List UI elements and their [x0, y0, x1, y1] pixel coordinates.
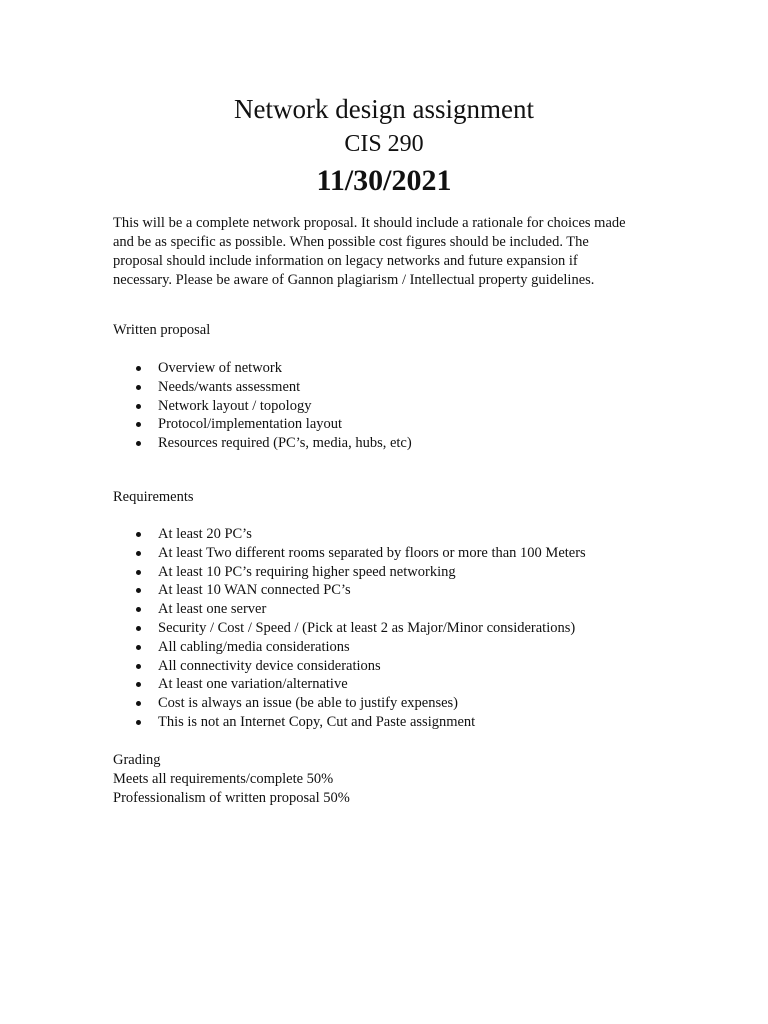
list-item-text: Network layout / topology	[158, 397, 312, 414]
list-item-text: At least 10 PC’s requiring higher speed networking	[158, 563, 456, 580]
list-item	[113, 675, 586, 694]
list-item	[113, 525, 586, 544]
bullet-icon	[136, 645, 141, 650]
list-item-text: Protocol/implementation layout	[158, 416, 343, 433]
bullet-icon	[136, 551, 141, 556]
list-item-text: At least 10 WAN connected PC’s	[158, 582, 351, 599]
list-item	[113, 378, 412, 397]
list-item-text: At least 20 PC’s	[158, 526, 252, 542]
due-date: 11/30/2021	[316, 164, 452, 197]
list-item-text: This is not an Internet Copy, Cut and Paste assignment	[158, 713, 476, 730]
written-proposal-heading: Written proposal	[113, 322, 211, 338]
bullet-icon	[136, 720, 141, 725]
list-item	[113, 713, 586, 732]
intro-line: proposal should include information on legacy networks and future expansion if	[113, 253, 578, 269]
bullet-icon	[136, 701, 141, 706]
bullet-icon	[136, 385, 141, 390]
list-item	[113, 619, 586, 638]
intro-line: and be as specific as possible. When possible cost figures should be included. The	[113, 234, 589, 250]
requirements-list	[113, 525, 586, 732]
list-item-text: Needs/wants assessment	[158, 378, 301, 395]
list-item-text: Security / Cost / Speed / (Pick at least 2 as Major/Minor considerations)	[158, 619, 576, 636]
list-item-text: At least one server	[158, 601, 267, 618]
document-title: Network design assignment	[234, 94, 534, 124]
grading-section	[113, 751, 350, 808]
bullet-icon	[136, 588, 141, 593]
list-item	[113, 544, 586, 563]
written-proposal-list	[113, 359, 412, 453]
list-item	[113, 397, 412, 416]
list-item	[113, 434, 412, 453]
bullet-icon	[136, 682, 141, 687]
bullet-icon	[136, 664, 141, 669]
grading-line: Meets all requirements/complete 50%	[113, 771, 334, 787]
bullet-icon	[136, 441, 141, 446]
list-item	[113, 359, 412, 378]
list-item	[113, 563, 586, 582]
bullet-icon	[136, 422, 141, 427]
list-item-text: All connectivity device considerations	[158, 657, 381, 674]
list-item-text: Overview of network	[158, 360, 283, 376]
list-item	[113, 638, 586, 657]
list-item-text: Cost is always an issue (be able to justify expenses)	[158, 695, 459, 712]
grading-line: Professionalism of written proposal 50%	[113, 790, 350, 806]
bullet-icon	[136, 532, 141, 537]
bullet-icon	[136, 404, 141, 409]
list-item-text: At least Two different rooms separated by floors or more than 100 Meters	[158, 544, 586, 561]
list-item	[113, 657, 586, 676]
list-item-text: Resources required (PC’s, media, hubs, etc)	[158, 435, 412, 452]
list-item-text: All cabling/media considerations	[158, 638, 350, 655]
requirements-heading: Requirements	[113, 489, 194, 505]
bullet-icon	[136, 626, 141, 631]
course-code: CIS 290	[344, 131, 424, 157]
bullet-icon	[136, 366, 141, 371]
bullet-icon	[136, 607, 141, 612]
intro-line: This will be a complete network proposal. It should include a rationale for choices made	[113, 215, 626, 231]
list-item	[113, 581, 586, 600]
bullet-icon	[136, 570, 141, 575]
intro-paragraph	[113, 214, 673, 290]
list-item-text: At least one variation/alternative	[158, 676, 348, 693]
list-item	[113, 415, 412, 434]
list-item	[113, 694, 586, 713]
grading-heading: Grading	[113, 752, 161, 768]
list-item	[113, 600, 586, 619]
intro-line: necessary. Please be aware of Gannon plagiarism / Intellectual property guidelines.	[113, 272, 595, 288]
